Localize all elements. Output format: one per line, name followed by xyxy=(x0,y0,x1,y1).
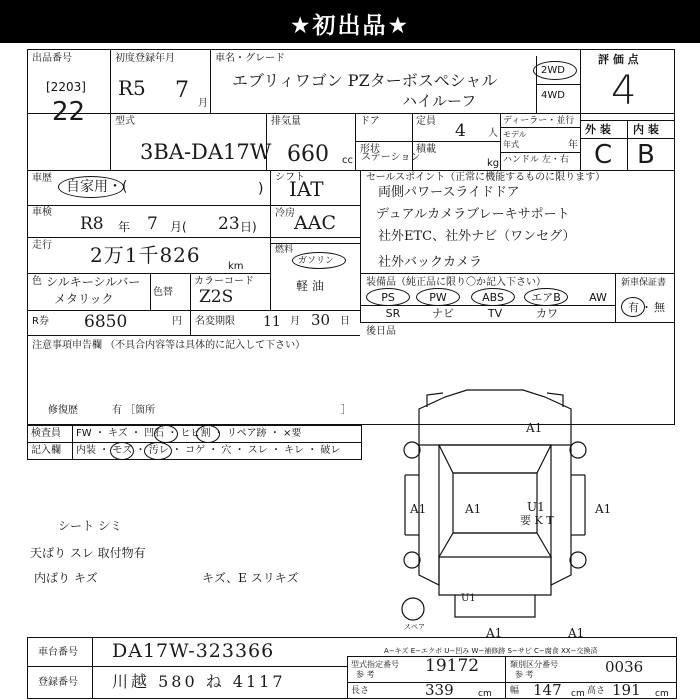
damage-mark-8: 要 K T xyxy=(520,514,554,527)
shape-label: 形状 xyxy=(360,144,380,155)
dealer-label: ディーラー・並行 xyxy=(503,116,575,126)
reg-expiry-month: 11 xyxy=(263,314,281,330)
warranty-yes: 有 xyxy=(628,301,639,314)
equipment-circle-1 xyxy=(366,288,410,306)
width-value: 147 xyxy=(533,681,562,699)
recycle-label: R券 xyxy=(32,316,49,327)
mileage-value: 2万1千826 xyxy=(90,243,201,267)
history-value: 自家用・( xyxy=(66,179,128,195)
handle-label: ハンドル 左・右 xyxy=(503,155,569,165)
lot-bracket: [2203] xyxy=(46,80,86,94)
equipment-circle-3 xyxy=(471,288,515,306)
equipment-item-2: PW xyxy=(429,291,447,304)
damage-mark-5: A1 xyxy=(486,626,503,640)
exterior-label: 外 装 xyxy=(585,123,611,136)
drive-4wd: 4WD xyxy=(541,90,565,101)
ac-label: 冷房 xyxy=(275,208,295,219)
equipment-item-4: エアB xyxy=(531,291,561,304)
sales-point-1: 両側パワースライドドア xyxy=(378,185,520,200)
model-label: 型式 xyxy=(115,116,135,127)
equipment-item-row2-4: カワ xyxy=(536,307,558,320)
damage-mark-2: A1 xyxy=(410,502,427,516)
lot-number-label: 出品番号 xyxy=(32,53,72,64)
free-note-3: 内ばり キズ xyxy=(34,571,98,585)
history-circle xyxy=(58,176,124,198)
color-code-label: カラーコード xyxy=(194,276,254,287)
fuel-circle xyxy=(292,252,346,269)
drive-2wd-circle xyxy=(533,61,577,80)
warranty-yes-circle xyxy=(621,297,645,317)
damage-mark-6: A1 xyxy=(568,626,585,640)
color-value2: メタリック xyxy=(54,292,114,306)
length-unit: cm xyxy=(478,689,492,699)
equipment-item-row2-3: TV xyxy=(487,307,503,320)
first-reg-era: R5 xyxy=(118,76,146,100)
repaint-label: 色替 xyxy=(153,287,173,298)
history-close: ) xyxy=(258,181,264,197)
chassis-value: DA17W-323366 xyxy=(112,640,275,662)
model-year-unit: 年 xyxy=(568,140,578,151)
repair-label: 修復歴 xyxy=(48,405,78,416)
class-label: 類別区分番号 xyxy=(510,660,558,669)
load-label: 積載 xyxy=(416,144,436,155)
warranty-dot: ・ xyxy=(641,301,652,314)
width-label: 幅 xyxy=(510,686,520,696)
sales-point-2: デュアルカメラブレーキサポート xyxy=(376,207,570,222)
equipment-label: 装備品（純正品に限り〇か記入下さい） xyxy=(366,277,546,288)
equipment-circle-2 xyxy=(416,288,460,306)
fuel-value2: 軽 油 xyxy=(296,279,324,293)
displacement-value: 660 xyxy=(287,142,329,167)
reg-expiry-day-unit: 日 xyxy=(340,316,350,327)
recycle-unit: 円 xyxy=(172,316,182,327)
load-unit: kg xyxy=(487,158,500,169)
displacement-unit: cc xyxy=(342,155,353,166)
title-banner-text: ★初出品★ xyxy=(289,13,411,39)
mileage-unit: km xyxy=(228,261,244,272)
fuel-label: 燃料 xyxy=(275,245,294,255)
color-code-value: Z2S xyxy=(199,287,234,307)
code-circle-3 xyxy=(110,442,134,460)
inspector-label: 検査員 xyxy=(31,428,61,439)
length-value: 339 xyxy=(425,681,454,699)
inspection-day: 23 xyxy=(218,214,240,234)
name-grade-line2: ハイルーフ xyxy=(402,92,477,110)
inspection-month-unit: 月( xyxy=(170,220,187,234)
length-label: 長さ xyxy=(351,686,370,696)
equipment-item-row2-2: ナビ xyxy=(432,307,454,320)
equipment-item-row2-1: SR xyxy=(385,307,401,320)
inspection-era: R8 xyxy=(80,214,104,234)
damage-mark-3: A1 xyxy=(465,502,482,516)
damage-mark-7: U1 xyxy=(527,500,545,514)
name-grade-line1: エブリィワゴン PZターボスペシャル xyxy=(232,71,498,90)
new-car-warranty-label: 新車保証書 xyxy=(621,278,667,288)
mileage-label: 走行 xyxy=(32,240,52,251)
plate-value: 川越 580 ね 4117 xyxy=(112,672,286,691)
type-num-label: 型式指定番号 xyxy=(351,660,399,669)
equipment-circle-4 xyxy=(524,288,568,306)
ac-value: AAC xyxy=(294,212,336,234)
name-grade-label: 車名・グレード xyxy=(215,53,285,64)
inspector-codes: FW ・ キズ ・ 凹石 ・ ヒビ割 ・ リペア跡 ・ ×要 xyxy=(76,428,302,439)
inspection-day-unit: 日) xyxy=(240,220,257,234)
reg-expiry-day: 30 xyxy=(311,311,331,329)
drive-2wd: 2WD xyxy=(541,65,565,76)
doors-label: ドア xyxy=(360,116,380,127)
exterior-grade: C xyxy=(594,140,613,170)
capacity-label: 定員 xyxy=(416,116,436,127)
spare-label: スペア xyxy=(404,623,425,631)
color-label: 色 xyxy=(32,276,42,287)
shift-label: シフト xyxy=(275,172,305,183)
color-value: シルキーシルバー xyxy=(46,275,141,289)
capacity-unit: 人 xyxy=(488,128,498,139)
score-value: 4 xyxy=(611,68,637,114)
inspector-entry-label: 記入欄 xyxy=(31,445,61,456)
equipment-item-5: AW xyxy=(589,291,607,304)
width-unit: cm xyxy=(571,689,585,699)
damage-mark-4: A1 xyxy=(595,502,612,516)
model-value: 3BA-DA17W xyxy=(140,140,272,164)
fuel-value: ガソリン xyxy=(298,256,335,266)
height-label: 高さ xyxy=(587,686,606,696)
warranty-no: 無 xyxy=(654,301,665,314)
inspection-label: 車検 xyxy=(32,207,52,218)
after-label: 後日品 xyxy=(366,326,396,337)
recycle-value: 6850 xyxy=(84,312,128,332)
interior-grade: B xyxy=(637,140,655,170)
damage-mark-1: A1 xyxy=(526,421,543,435)
type-num-ref: 参 考 xyxy=(356,670,375,679)
notes-label: 注意事項申告欄 （不具合内容等は具体的に記入して下さい） xyxy=(32,340,306,351)
sales-point-4: 社外バックカメラ xyxy=(378,255,483,270)
inspector-interior-codes: 内装 ・ モズ ・ 汚レ ・ コゲ ・ 穴 ・ スレ ・ キレ ・ 破レ xyxy=(76,445,341,456)
height-value: 191 xyxy=(612,681,641,699)
free-note-4: キズ、E スリキズ xyxy=(202,571,299,585)
code-circle-2 xyxy=(196,425,220,443)
displacement-label: 排気量 xyxy=(271,116,301,127)
model-year-label2: 年式 xyxy=(503,140,519,149)
lot-number: 22 xyxy=(52,97,86,127)
history-label: 車歴 xyxy=(32,173,52,184)
class-value: 0036 xyxy=(605,658,644,676)
damage-legend: A−キズ E−エクボ U−凹み W−補修跡 S−サビ C−腐食 XX−交換済 xyxy=(384,647,598,655)
height-unit: cm xyxy=(655,689,669,699)
equipment-item-3: ABS xyxy=(482,291,504,304)
code-circle-4 xyxy=(144,442,172,460)
shift-value: IAT xyxy=(289,177,324,201)
chassis-label: 車台番号 xyxy=(38,647,78,658)
repair-value: 有 ［箇所 xyxy=(112,405,156,416)
damage-mark-9: U1 xyxy=(461,593,476,604)
class-ref: 参 考 xyxy=(515,670,534,679)
type-num-value: 19172 xyxy=(425,656,480,676)
shape-value: ステーション xyxy=(361,152,421,163)
free-note-1: シート シミ xyxy=(58,519,122,533)
equipment-item-1: PS xyxy=(381,291,395,304)
first-reg-month: 7 xyxy=(175,78,189,103)
code-circle-1 xyxy=(154,425,178,443)
reg-expiry-label: 名変期限 xyxy=(195,316,235,327)
first-reg-month-unit: 月 xyxy=(198,98,208,109)
first-reg-label: 初度登録年月 xyxy=(115,53,175,64)
score-label: 評 価 点 xyxy=(598,53,639,66)
sales-point-3: 社外ETC、社外ナビ（ワンセグ） xyxy=(378,229,576,244)
capacity-value: 4 xyxy=(455,121,466,141)
model-year-label: モデル xyxy=(503,130,527,139)
inspection-month: 7 xyxy=(147,214,158,234)
inspection-year-unit: 年 xyxy=(118,220,131,234)
reg-expiry-month-unit: 月 xyxy=(290,316,300,327)
free-note-2: 天ばり スレ 取付物有 xyxy=(30,546,146,560)
repair-close: ］ xyxy=(341,405,351,416)
sales-points-label: セールスポイント（正常に機能するものに限ります） xyxy=(366,172,606,183)
plate-label: 登録番号 xyxy=(38,677,78,688)
interior-label: 内 装 xyxy=(633,123,659,136)
